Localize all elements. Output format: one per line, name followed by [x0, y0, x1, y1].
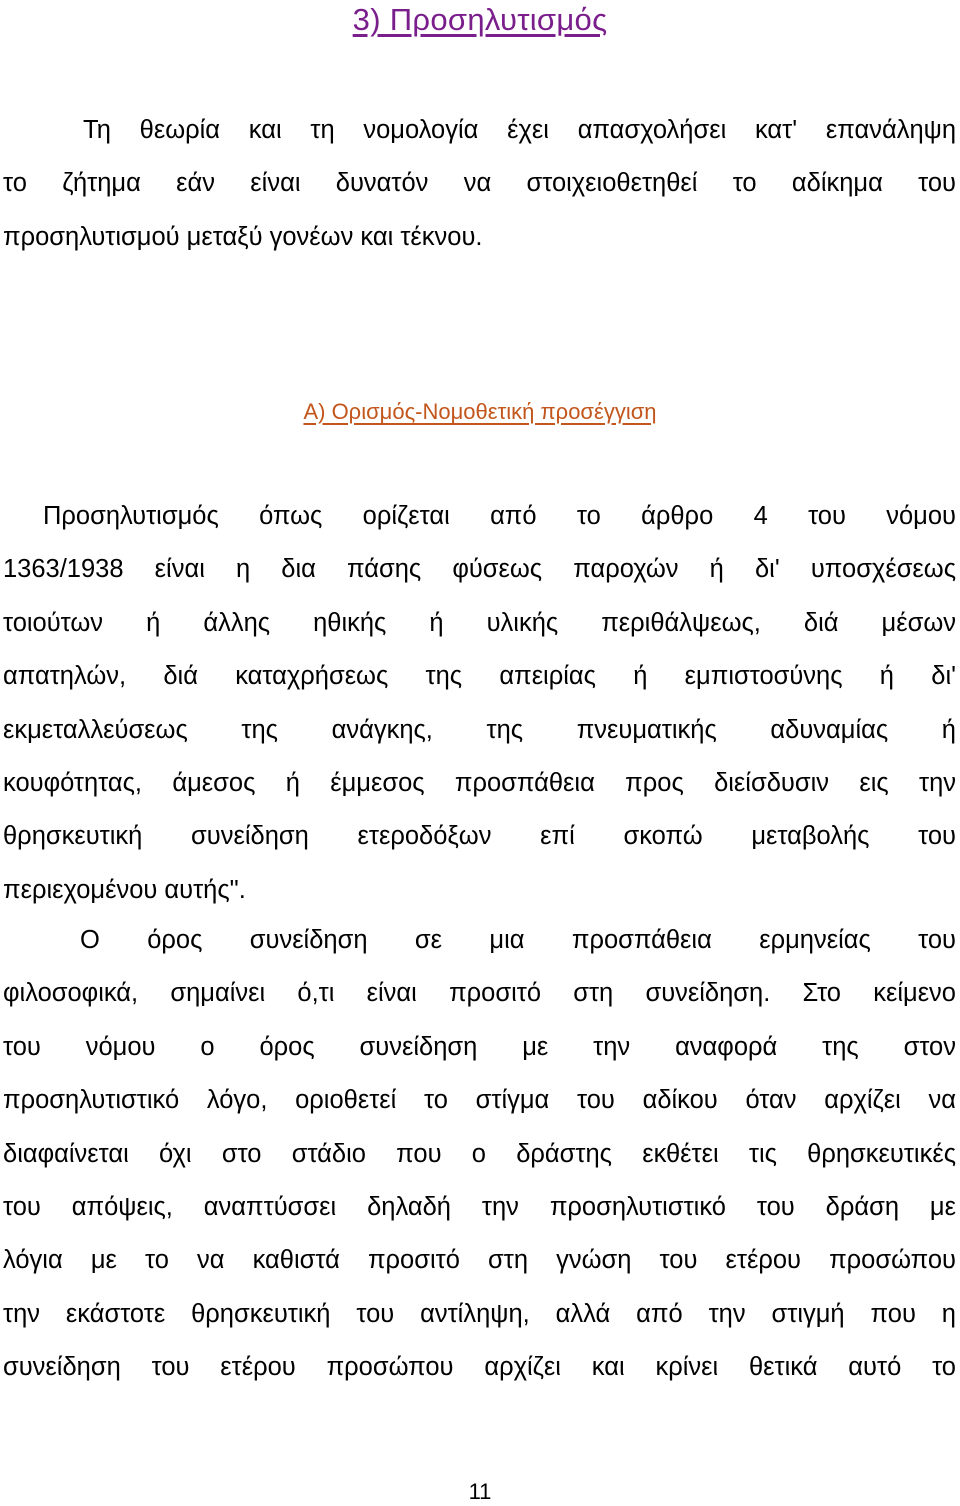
intro-line: το ζήτημα εάν είναι δυνατόν να στοιχειοθετηθεί το αδίκημα του — [3, 169, 956, 198]
definition-line: απατηλών, διά καταχρήσεως της απειρίας ή εμπιστοσύνης ή δι' — [3, 662, 956, 691]
page-number: 11 — [468, 1479, 492, 1504]
interpretation-line: διαφαίνεται όχι στο στάδιο που ο δράστης εκθέτει τις θρησκευτικές — [3, 1139, 956, 1168]
interpretation-paragraph — [3, 914, 956, 1395]
intro-paragraph — [3, 104, 956, 264]
interpretation-line: του νόμου ο όρος συνείδηση με την αναφορά της στον — [3, 1032, 956, 1061]
interpretation-line: την εκάστοτε θρησκευτική του αντίληψη, αλλά από την στιγμή που η — [3, 1299, 956, 1328]
definition-line: 1363/1938 είναι η δια πάσης φύσεως παροχών ή δι' υποσχέσεως — [3, 555, 956, 584]
definition-line: τοιούτων ή άλλης ηθικής ή υλικής περιθάλψεως, διά μέσων — [3, 608, 956, 637]
definition-line: θρησκευτική συνείδηση ετεροδόξων επί σκοπώ μεταβολής του — [3, 822, 956, 851]
interpretation-line: λόγια με το να καθιστά προσιτό στη γνώση του ετέρου προσώπου — [3, 1246, 956, 1275]
definition-line: εκμεταλλεύσεως της ανάγκης, της πνευματικής αδυναμίας ή — [3, 715, 956, 744]
intro-line: προσηλυτισμού μεταξύ γονέων και τέκνου. — [3, 222, 483, 251]
interpretation-line: φιλοσοφικά, σημαίνει ό,τι είναι προσιτό στη συνείδηση. Στο κείμενο — [3, 979, 956, 1008]
intro-line: Τη θεωρία και τη νομολογία έχει απασχολήσει κατ' επανάληψη — [83, 116, 956, 144]
interpretation-line: του απόψεις, αναπτύσσει δηλαδή την προσηλυτιστικό του δράση με — [3, 1193, 956, 1222]
definition-paragraph — [3, 490, 956, 917]
definition-line: περιεχομένου αυτής". — [3, 875, 246, 904]
definition-line: Προσηλυτισμός όπως ορίζεται από το άρθρο 4 του νόμου — [43, 502, 956, 530]
interpretation-line: προσηλυτιστικό λόγο, οριοθετεί το στίγμα του αδίκου όταν αρχίζει να — [3, 1086, 956, 1115]
interpretation-line: Ο όρος συνείδηση σε μια προσπάθεια ερμηνείας του — [80, 926, 956, 954]
page-title: 3) Προσηλυτισμός — [352, 2, 608, 37]
interpretation-line: συνείδηση του ετέρου προσώπου αρχίζει και κρίνει θετικά αυτό το — [3, 1353, 956, 1382]
definition-line: κουφότητας, άμεσος ή έμμεσος προσπάθεια προς διείσδυσιν εις την — [3, 769, 956, 798]
section-heading: Α) Ορισμός-Νομοθετική προσέγγιση — [303, 399, 657, 424]
